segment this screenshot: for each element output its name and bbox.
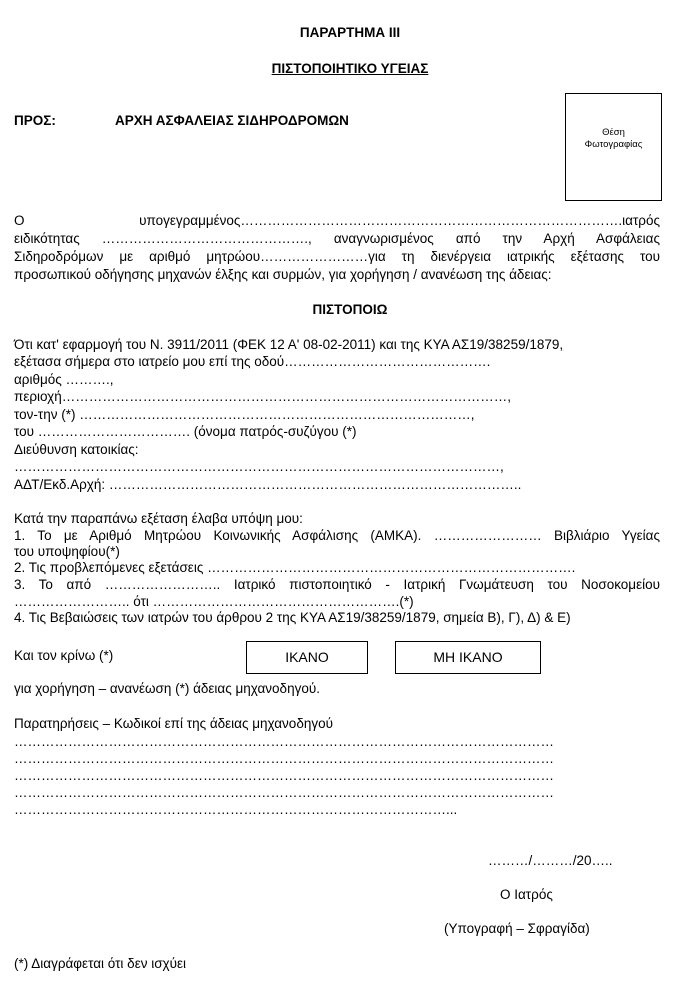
judgement-label: Και τον κρίνω (*)	[14, 648, 114, 663]
certify-line1-text: Ότι κατ' εφαρμογή του Ν. 3911/2011 (ΦΕΚ 12 Α' 08-02-2011) και της ΚΥΑ ΑΣ19/38259/1879	[14, 337, 560, 352]
intro-line1-rest: υπογεγραμμένος………………………………………………………………………….ιατρός	[139, 213, 660, 228]
certify-line1-comma: ,	[559, 337, 564, 352]
unfit-option[interactable]: ΜΗ ΙΚΑΝΟ	[395, 641, 541, 674]
photo-label-line1: Θέση	[602, 127, 625, 138]
photo-placeholder[interactable]	[565, 93, 662, 201]
signature-doctor: Ο Ιατρός	[500, 887, 553, 902]
exam-item1: 1. Το με Αριθμό Μητρώου Κοινωνικής Ασφάλισης (ΑΜΚΑ). …………………… Βιβλιάριο Υγείας	[14, 528, 660, 543]
exam-item1-cont: του υποψηφίου(*)	[14, 544, 120, 559]
remarks-line: ……………………………………………………………………………………...	[14, 802, 458, 817]
exam-intro: Κατά την παραπάνω εξέταση έλαβα υπόψη μου:	[14, 511, 303, 526]
signature-stamp: (Υπογραφή – Σφραγίδα)	[444, 921, 590, 936]
certificate-title: ΠΙΣΤΟΠΟΙΗΤΙΚΟ ΥΓΕΙΑΣ	[271, 61, 429, 76]
document-title	[0, 60, 700, 77]
recipient-value: ΑΡΧΗ ΑΣΦΑΛΕΙΑΣ ΣΙΔΗΡΟΔΡΟΜΩΝ	[115, 113, 349, 128]
remarks-line: …………………………………………………………………………………………………………	[14, 768, 554, 783]
annex-title: ΠΑΡΑΡΤΗΜΑ III	[299, 25, 401, 40]
remarks-line: …………………………………………………………………………………………………………	[14, 734, 554, 749]
certify-area: περιοχή………………………………………………………………………………………,	[14, 389, 512, 404]
certify-person: τον-την (*) ……………………………………………………………………………,	[14, 407, 475, 422]
certify-line1	[14, 336, 563, 353]
photo-label-line2: Φωτογραφίας	[584, 139, 643, 150]
exam-item4: 4. Τις Βεβαιώσεις των ιατρών του άρθρου 2 της ΚΥΑ ΑΣ19/38259/1879, σημεία Β), Γ), Δ) & Ε)	[14, 610, 571, 625]
intro-line2: ειδικότητας ………………………………………., αναγνωρισμένος από την Αρχή Ασφάλειας	[14, 231, 660, 246]
remarks-line: …………………………………………………………………………………………………………	[14, 751, 554, 766]
remarks-label: Παρατηρήσεις – Κωδικοί επί της άδειας μηχανοδηγού	[14, 716, 333, 731]
remarks-line: …………………………………………………………………………………………………………	[14, 785, 554, 800]
fit-option[interactable]: ΙΚΑΝΟ	[246, 641, 368, 674]
footnote: (*) Διαγράφεται ότι δεν ισχύει	[14, 956, 187, 971]
certify-street: εξέτασα σήμερα στο ιατρείο μου επί της οδού……………………………………….	[14, 354, 491, 369]
certify-heading: ΠΙΣΤΟΠΟΙΩ	[312, 302, 388, 317]
exam-item2: 2. Τις προβλεπόμενες εξετάσεις ……………………………………………………………………….	[14, 560, 576, 575]
intro-line4: προσωπικού οδήγησης μηχανών έλξης και συρμών, για χορήγηση / ανανέωση της άδειας:	[14, 267, 552, 282]
certify-address-label: Διεύθυνση κατοικίας:	[14, 442, 139, 457]
recipient-label: ΠΡΟΣ:	[14, 113, 56, 128]
intro-line1-start: Ο	[14, 213, 25, 228]
certify-id: ΑΔΤ/Εκδ.Αρχή: ………………………………………………………………………………..	[14, 477, 522, 492]
certify-address-line: ………………………………………………………………………………………………,	[14, 459, 504, 474]
exam-item3: 3. Το από …………………….. Ιατρικό πιστοποιητικό - Ιατρική Γνωμάτευση του Νοσοκομείου	[14, 577, 660, 592]
judgement-purpose: για χορήγηση – ανανέωση (*) άδειας μηχανοδηγού.	[14, 681, 320, 696]
certify-father: του ……………………………. (όνομα πατρός-συζύγου (*)	[14, 424, 357, 439]
intro-line3: Σιδηροδρόμων με αριθμό μητρώου……………………για τη διενέργεια ιατρικής εξέτασης του	[14, 249, 660, 264]
exam-item3-cont: …………………….. ότι ……………………………………………….(*)	[14, 594, 414, 609]
signature-date: ………/………/20…..	[488, 853, 613, 868]
certify-number: αριθμός ……….,	[14, 372, 114, 387]
